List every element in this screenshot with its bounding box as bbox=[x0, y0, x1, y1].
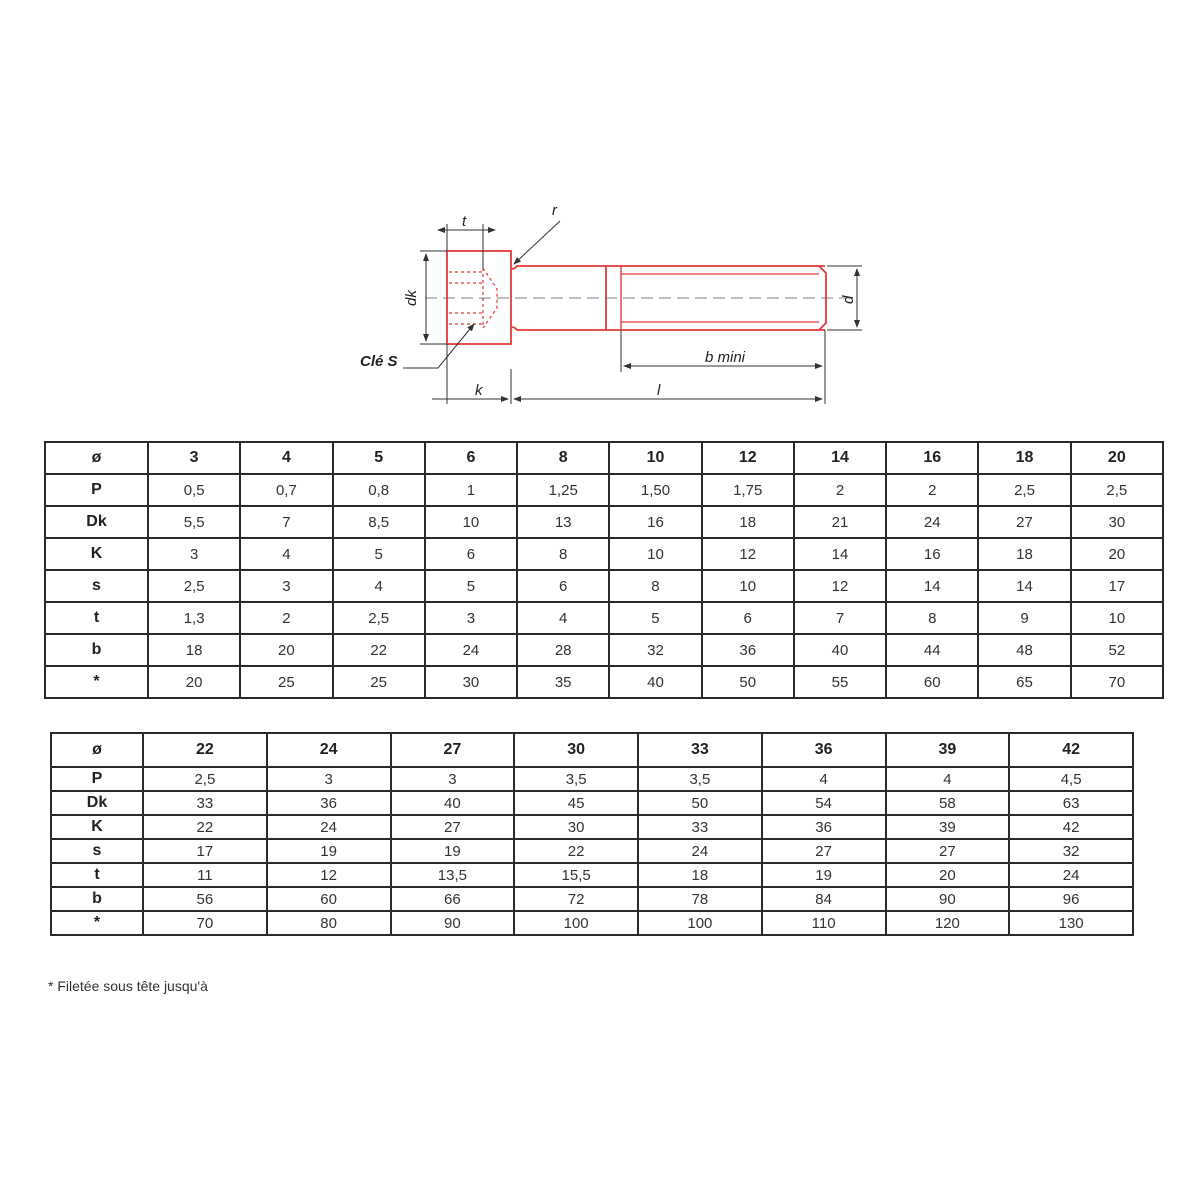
table-cell: 17 bbox=[143, 839, 267, 863]
table-cell: 36 bbox=[702, 634, 794, 666]
table-cell: 1,50 bbox=[609, 474, 701, 506]
table-cell: 100 bbox=[638, 911, 762, 935]
table-cell: 9 bbox=[978, 602, 1070, 634]
table-cell: 72 bbox=[514, 887, 638, 911]
table-cell: 4 bbox=[762, 767, 886, 791]
table-cell: 13,5 bbox=[391, 863, 515, 887]
table-row bbox=[51, 863, 1133, 887]
table-cell: 17 bbox=[1071, 570, 1163, 602]
size-header-cell: 39 bbox=[886, 733, 1010, 767]
table-cell: 4 bbox=[333, 570, 425, 602]
table-cell: 80 bbox=[267, 911, 391, 935]
table-cell: 4 bbox=[886, 767, 1010, 791]
size-header-cell: 42 bbox=[1009, 733, 1133, 767]
table-row bbox=[45, 634, 1163, 666]
table-cell: 1,25 bbox=[517, 474, 609, 506]
table-cell: 12 bbox=[702, 538, 794, 570]
table-cell: 90 bbox=[391, 911, 515, 935]
table-cell: 84 bbox=[762, 887, 886, 911]
table-cell: 14 bbox=[794, 538, 886, 570]
table-cell: 42 bbox=[1009, 815, 1133, 839]
size-header-cell: 3 bbox=[148, 442, 240, 474]
table-cell: 8 bbox=[609, 570, 701, 602]
table-cell: 70 bbox=[1071, 666, 1163, 698]
row-label: t bbox=[51, 863, 143, 887]
table-cell: 40 bbox=[794, 634, 886, 666]
table-cell: 27 bbox=[762, 839, 886, 863]
table-cell: 10 bbox=[425, 506, 517, 538]
table-cell: 3 bbox=[391, 767, 515, 791]
size-header-cell: 36 bbox=[762, 733, 886, 767]
table-cell: 65 bbox=[978, 666, 1070, 698]
table-cell: 48 bbox=[978, 634, 1070, 666]
table-cell: 4 bbox=[240, 538, 332, 570]
table-cell: 5 bbox=[609, 602, 701, 634]
table-cell: 100 bbox=[514, 911, 638, 935]
table-cell: 3 bbox=[267, 767, 391, 791]
table-cell: 2 bbox=[794, 474, 886, 506]
table-cell: 25 bbox=[240, 666, 332, 698]
table-cell: 36 bbox=[267, 791, 391, 815]
row-label: P bbox=[45, 474, 148, 506]
table-cell: 14 bbox=[978, 570, 1070, 602]
table-row bbox=[51, 887, 1133, 911]
table-row bbox=[51, 767, 1133, 791]
table-cell: 12 bbox=[794, 570, 886, 602]
table-cell: 18 bbox=[978, 538, 1070, 570]
row-label: s bbox=[51, 839, 143, 863]
table-cell: 90 bbox=[886, 887, 1010, 911]
table-cell: 11 bbox=[143, 863, 267, 887]
table-row bbox=[45, 602, 1163, 634]
table-cell: 40 bbox=[391, 791, 515, 815]
row-label: Dk bbox=[45, 506, 148, 538]
screw-technical-drawing bbox=[0, 0, 1200, 430]
table-row bbox=[45, 538, 1163, 570]
table-cell: 24 bbox=[638, 839, 762, 863]
size-header-cell: 12 bbox=[702, 442, 794, 474]
table-cell: 20 bbox=[148, 666, 240, 698]
table-cell: 39 bbox=[886, 815, 1010, 839]
table-cell: 6 bbox=[517, 570, 609, 602]
table-cell: 3,5 bbox=[638, 767, 762, 791]
table-cell: 2,5 bbox=[333, 602, 425, 634]
size-header-cell: 4 bbox=[240, 442, 332, 474]
table-cell: 110 bbox=[762, 911, 886, 935]
label-l: l bbox=[657, 382, 661, 399]
table-cell: 4 bbox=[517, 602, 609, 634]
table-cell: 35 bbox=[517, 666, 609, 698]
table-row bbox=[51, 839, 1133, 863]
table-cell: 50 bbox=[702, 666, 794, 698]
size-header-cell: 18 bbox=[978, 442, 1070, 474]
table-cell: 22 bbox=[333, 634, 425, 666]
label-dk: dk bbox=[403, 290, 420, 306]
label-r: r bbox=[552, 202, 557, 219]
table-cell: 20 bbox=[240, 634, 332, 666]
table-cell: 33 bbox=[143, 791, 267, 815]
table-cell: 52 bbox=[1071, 634, 1163, 666]
table-cell: 19 bbox=[267, 839, 391, 863]
table-cell: 44 bbox=[886, 634, 978, 666]
table-cell: 3 bbox=[148, 538, 240, 570]
table-cell: 16 bbox=[609, 506, 701, 538]
table-cell: 18 bbox=[148, 634, 240, 666]
row-label: * bbox=[51, 911, 143, 935]
size-header-cell: 24 bbox=[267, 733, 391, 767]
table-row bbox=[45, 666, 1163, 698]
table-cell: 7 bbox=[240, 506, 332, 538]
table-cell: 70 bbox=[143, 911, 267, 935]
table-cell: 30 bbox=[1071, 506, 1163, 538]
table-cell: 36 bbox=[762, 815, 886, 839]
row-label: ø bbox=[51, 733, 143, 767]
table-cell: 54 bbox=[762, 791, 886, 815]
table-cell: 14 bbox=[886, 570, 978, 602]
table-cell: 3 bbox=[425, 602, 517, 634]
table-cell: 40 bbox=[609, 666, 701, 698]
label-k: k bbox=[475, 382, 483, 399]
table-cell: 66 bbox=[391, 887, 515, 911]
table-cell: 2,5 bbox=[1071, 474, 1163, 506]
row-label: K bbox=[51, 815, 143, 839]
table-cell: 32 bbox=[1009, 839, 1133, 863]
table-cell: 56 bbox=[143, 887, 267, 911]
table-cell: 24 bbox=[267, 815, 391, 839]
table-cell: 8,5 bbox=[333, 506, 425, 538]
table-row bbox=[51, 815, 1133, 839]
table-cell: 60 bbox=[267, 887, 391, 911]
table-cell: 22 bbox=[143, 815, 267, 839]
table-cell: 2 bbox=[886, 474, 978, 506]
table-cell: 0,8 bbox=[333, 474, 425, 506]
table-cell: 13 bbox=[517, 506, 609, 538]
table-cell: 120 bbox=[886, 911, 1010, 935]
table-row bbox=[51, 791, 1133, 815]
table-cell: 24 bbox=[886, 506, 978, 538]
dimensions-table-sizes-3-to-20 bbox=[44, 441, 1164, 699]
table-cell: 27 bbox=[978, 506, 1070, 538]
row-label: ø bbox=[45, 442, 148, 474]
row-label: b bbox=[51, 887, 143, 911]
table-cell: 2,5 bbox=[148, 570, 240, 602]
table-cell: 6 bbox=[702, 602, 794, 634]
dimensions-table-sizes-22-to-42 bbox=[50, 732, 1134, 936]
table-cell: 96 bbox=[1009, 887, 1133, 911]
table-row bbox=[45, 506, 1163, 538]
table-cell: 20 bbox=[1071, 538, 1163, 570]
table-cell: 24 bbox=[425, 634, 517, 666]
row-label: Dk bbox=[51, 791, 143, 815]
table-cell: 8 bbox=[517, 538, 609, 570]
table-cell: 30 bbox=[514, 815, 638, 839]
table-cell: 8 bbox=[886, 602, 978, 634]
table-cell: 1,75 bbox=[702, 474, 794, 506]
table-cell: 2,5 bbox=[143, 767, 267, 791]
table-cell: 63 bbox=[1009, 791, 1133, 815]
row-label: P bbox=[51, 767, 143, 791]
table-cell: 19 bbox=[762, 863, 886, 887]
table-cell: 3 bbox=[240, 570, 332, 602]
table-cell: 19 bbox=[391, 839, 515, 863]
row-label: b bbox=[45, 634, 148, 666]
table-row bbox=[51, 911, 1133, 935]
table-cell: 10 bbox=[702, 570, 794, 602]
table-cell: 5 bbox=[333, 538, 425, 570]
table-cell: 78 bbox=[638, 887, 762, 911]
table-cell: 45 bbox=[514, 791, 638, 815]
row-label: s bbox=[45, 570, 148, 602]
table-header-row bbox=[51, 733, 1133, 767]
table-cell: 16 bbox=[886, 538, 978, 570]
table-cell: 12 bbox=[267, 863, 391, 887]
table-cell: 7 bbox=[794, 602, 886, 634]
table-cell: 20 bbox=[886, 863, 1010, 887]
table-cell: 24 bbox=[1009, 863, 1133, 887]
table-cell: 0,5 bbox=[148, 474, 240, 506]
table-row bbox=[45, 474, 1163, 506]
table-cell: 4,5 bbox=[1009, 767, 1133, 791]
table-cell: 25 bbox=[333, 666, 425, 698]
size-header-cell: 8 bbox=[517, 442, 609, 474]
table-cell: 27 bbox=[391, 815, 515, 839]
size-header-cell: 27 bbox=[391, 733, 515, 767]
table-cell: 33 bbox=[638, 815, 762, 839]
size-header-cell: 10 bbox=[609, 442, 701, 474]
size-header-cell: 30 bbox=[514, 733, 638, 767]
table-cell: 55 bbox=[794, 666, 886, 698]
label-t: t bbox=[462, 213, 467, 230]
table-cell: 3,5 bbox=[514, 767, 638, 791]
row-label: t bbox=[45, 602, 148, 634]
table-cell: 130 bbox=[1009, 911, 1133, 935]
table-cell: 15,5 bbox=[514, 863, 638, 887]
table-cell: 30 bbox=[425, 666, 517, 698]
label-d: d bbox=[840, 295, 857, 304]
table-cell: 18 bbox=[702, 506, 794, 538]
table-cell: 60 bbox=[886, 666, 978, 698]
table-cell: 10 bbox=[1071, 602, 1163, 634]
size-header-cell: 22 bbox=[143, 733, 267, 767]
table-cell: 1 bbox=[425, 474, 517, 506]
table-row bbox=[45, 570, 1163, 602]
table-cell: 6 bbox=[425, 538, 517, 570]
size-header-cell: 6 bbox=[425, 442, 517, 474]
table-cell: 21 bbox=[794, 506, 886, 538]
table-cell: 10 bbox=[609, 538, 701, 570]
label-cle-s: Clé S bbox=[360, 353, 398, 370]
size-header-cell: 14 bbox=[794, 442, 886, 474]
footnote: * Filetée sous tête jusqu'à bbox=[48, 978, 208, 994]
table-cell: 58 bbox=[886, 791, 1010, 815]
table-header-row bbox=[45, 442, 1163, 474]
table-cell: 28 bbox=[517, 634, 609, 666]
table-cell: 32 bbox=[609, 634, 701, 666]
table-cell: 50 bbox=[638, 791, 762, 815]
row-label: K bbox=[45, 538, 148, 570]
label-b-mini: b mini bbox=[705, 349, 746, 366]
table-cell: 5 bbox=[425, 570, 517, 602]
row-label: * bbox=[45, 666, 148, 698]
table-cell: 2 bbox=[240, 602, 332, 634]
table-cell: 5,5 bbox=[148, 506, 240, 538]
size-header-cell: 33 bbox=[638, 733, 762, 767]
table-cell: 2,5 bbox=[978, 474, 1070, 506]
size-header-cell: 5 bbox=[333, 442, 425, 474]
size-header-cell: 20 bbox=[1071, 442, 1163, 474]
table-cell: 0,7 bbox=[240, 474, 332, 506]
table-cell: 1,3 bbox=[148, 602, 240, 634]
table-cell: 22 bbox=[514, 839, 638, 863]
table-cell: 27 bbox=[886, 839, 1010, 863]
size-header-cell: 16 bbox=[886, 442, 978, 474]
table-cell: 18 bbox=[638, 863, 762, 887]
